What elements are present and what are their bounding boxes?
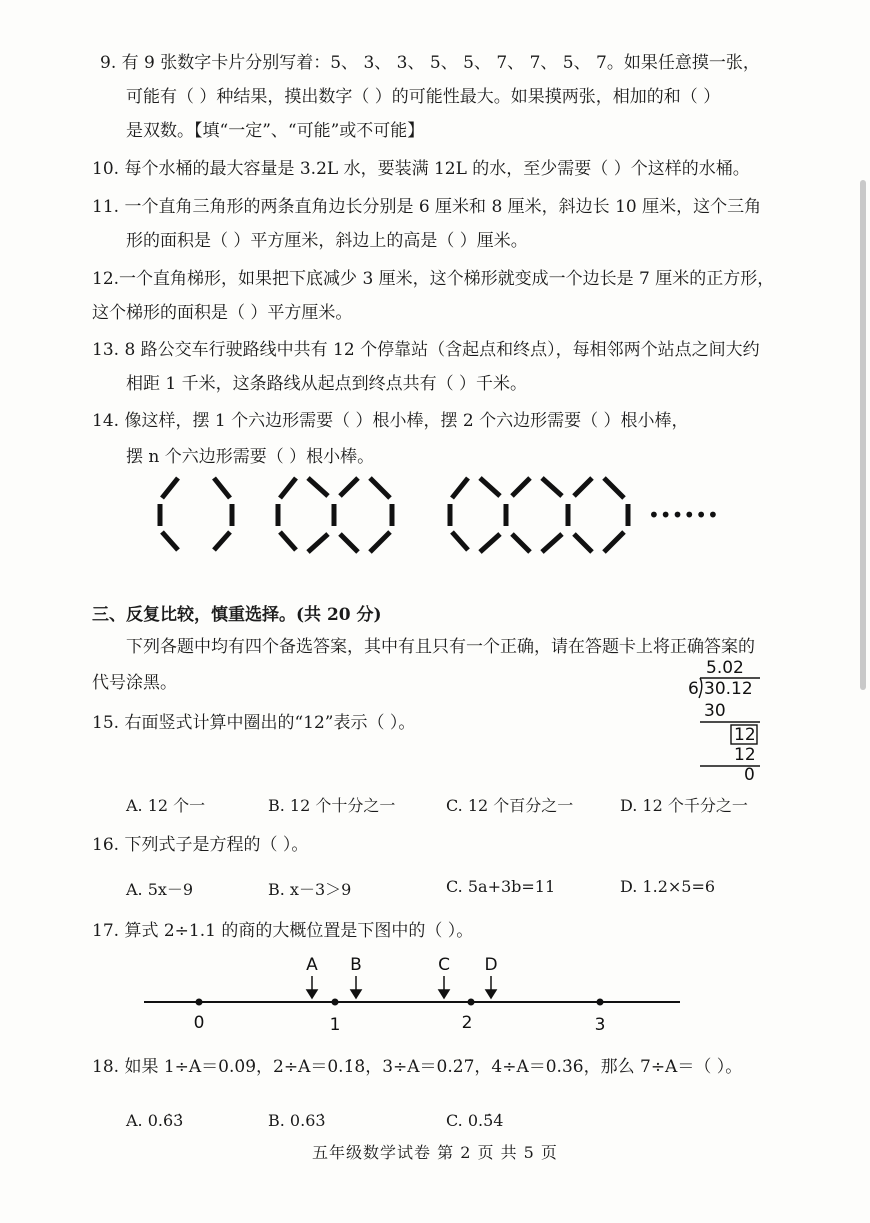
q15-option-a: A. 12 个一 bbox=[126, 796, 206, 815]
q12-line2: 这个梯形的面积是（ ）平方厘米。 bbox=[92, 303, 353, 323]
number-line bbox=[140, 950, 685, 1035]
q18-text: 18. 如果 1÷A＝0.0̇9̇，2÷A＝0.1̇8̇，3÷A＝0.2̇7̇，4÷A＝0.3̇6̇，那么 7÷A＝（ ）。 bbox=[92, 1057, 743, 1077]
section3-intro-line2: 代号涂黑。 bbox=[92, 673, 177, 693]
q13-line1: 13. 8 路公交车行驶路线中共有 12 个停靠站（含起点和终点），每相邻两个站点之间大约 bbox=[92, 340, 760, 360]
arrow-c-icon bbox=[439, 976, 449, 998]
tick-label-0: 0 bbox=[193, 1013, 205, 1033]
number-line-point-2 bbox=[468, 999, 475, 1006]
number-line-point-1 bbox=[332, 999, 339, 1006]
vertical-scrollbar[interactable] bbox=[860, 180, 866, 690]
hexagon-ellipsis: •••••• bbox=[648, 503, 719, 527]
tick-label-3: 3 bbox=[594, 1015, 606, 1035]
q11-line1: 11. 一个直角三角形的两条直角边长分别是 6 厘米和 8 厘米，斜边长 10 厘米，这个三角 bbox=[92, 197, 762, 217]
arrow-a-icon bbox=[307, 976, 317, 998]
q13-line2: 相距 1 千米，这条路线从起点到终点共有（ ）千米。 bbox=[126, 374, 528, 394]
q14-line2: 摆 n 个六边形需要（ ）根小棒。 bbox=[126, 447, 375, 467]
q15-text: 15. 右面竖式计算中圈出的“12”表示（ ）。 bbox=[92, 713, 416, 733]
q16-option-d: D. 1.2×5=6 bbox=[620, 877, 716, 896]
hexagon-matchstick-figure bbox=[150, 470, 730, 560]
q16-option-a: A. 5x－9 bbox=[126, 880, 194, 899]
q14-line1: 14. 像这样，摆 1 个六边形需要（ ）根小棒，摆 2 个六边形需要（ ）根小棒， bbox=[92, 411, 689, 431]
q16-text: 16. 下列式子是方程的（ ）。 bbox=[92, 835, 309, 855]
q9-line1: 9. 有 9 张数字卡片分别写着：5、 3、 3、 5、 5、 7、 7、 5、 7。如果任意摸一张， bbox=[100, 53, 760, 73]
q15-option-c: C. 12 个百分之一 bbox=[446, 796, 574, 815]
q18-option-c: C. 0.5̇4̇ bbox=[446, 1111, 504, 1130]
arrow-d-icon bbox=[486, 976, 496, 998]
hexagon-group-1 bbox=[160, 478, 232, 550]
division-step3: 12 bbox=[734, 745, 756, 765]
number-line-point-3 bbox=[597, 999, 604, 1006]
point-label-b: B bbox=[350, 955, 362, 975]
q15-option-b: B. 12 个十分之一 bbox=[268, 796, 396, 815]
q10-line1: 10. 每个水桶的最大容量是 3.2L 水，要装满 12L 的水，至少需要（ ）个这样的水桶。 bbox=[92, 159, 750, 179]
q15-option-d: D. 12 个千分之一 bbox=[620, 796, 748, 815]
q16-option-b: B. x－3＞9 bbox=[268, 880, 352, 899]
arrow-b-icon bbox=[351, 976, 361, 998]
long-division bbox=[680, 656, 770, 786]
q12-line1: 12.一个直角梯形，如果把下底减少 3 厘米，这个梯形就变成一个边长是 7 厘米的正方形， bbox=[92, 269, 775, 289]
q11-line2: 形的面积是（ ）平方厘米，斜边上的高是（ ）厘米。 bbox=[126, 231, 528, 251]
division-dividend: 30.12 bbox=[704, 679, 753, 699]
point-label-c: C bbox=[438, 955, 450, 975]
q18-option-b: B. 0.63̇ bbox=[268, 1111, 326, 1130]
q17-text: 17. 算式 2÷1.1 的商的大概位置是下图中的（ ）。 bbox=[92, 921, 474, 941]
section3-intro-line1: 下列各题中均有四个备选答案，其中有且只有一个正确，请在答题卡上将正确答案的 bbox=[126, 637, 755, 657]
division-remainder: 0 bbox=[744, 765, 755, 785]
hexagon-group-2 bbox=[278, 478, 392, 552]
division-quotient: 5.02 bbox=[706, 658, 744, 678]
number-line-point-0 bbox=[196, 999, 203, 1006]
division-circled-12: 12 bbox=[734, 725, 756, 745]
q9-line3: 是双数。【填“一定”、“可能”或不可能】 bbox=[126, 121, 425, 141]
point-label-a: A bbox=[306, 955, 318, 975]
tick-label-1: 1 bbox=[329, 1015, 341, 1035]
division-divisor: 6 bbox=[688, 679, 699, 699]
q9-line2: 可能有（ ）种结果，摸出数字（ ）的可能性最大。如果摸两张，相加的和（ ） bbox=[126, 87, 721, 107]
point-label-d: D bbox=[484, 955, 498, 975]
section3-title: 三、反复比较，慎重选择。(共 20 分) bbox=[92, 605, 382, 625]
q18-option-a: A. 0.6̇3̇ bbox=[126, 1111, 184, 1130]
q16-option-c: C. 5a+3b=11 bbox=[446, 877, 556, 896]
page-footer: 五年级数学试卷 第 2 页 共 5 页 bbox=[312, 1143, 558, 1162]
hexagon-group-3 bbox=[450, 478, 628, 552]
tick-label-2: 2 bbox=[461, 1013, 473, 1033]
division-step1: 30 bbox=[704, 701, 726, 721]
